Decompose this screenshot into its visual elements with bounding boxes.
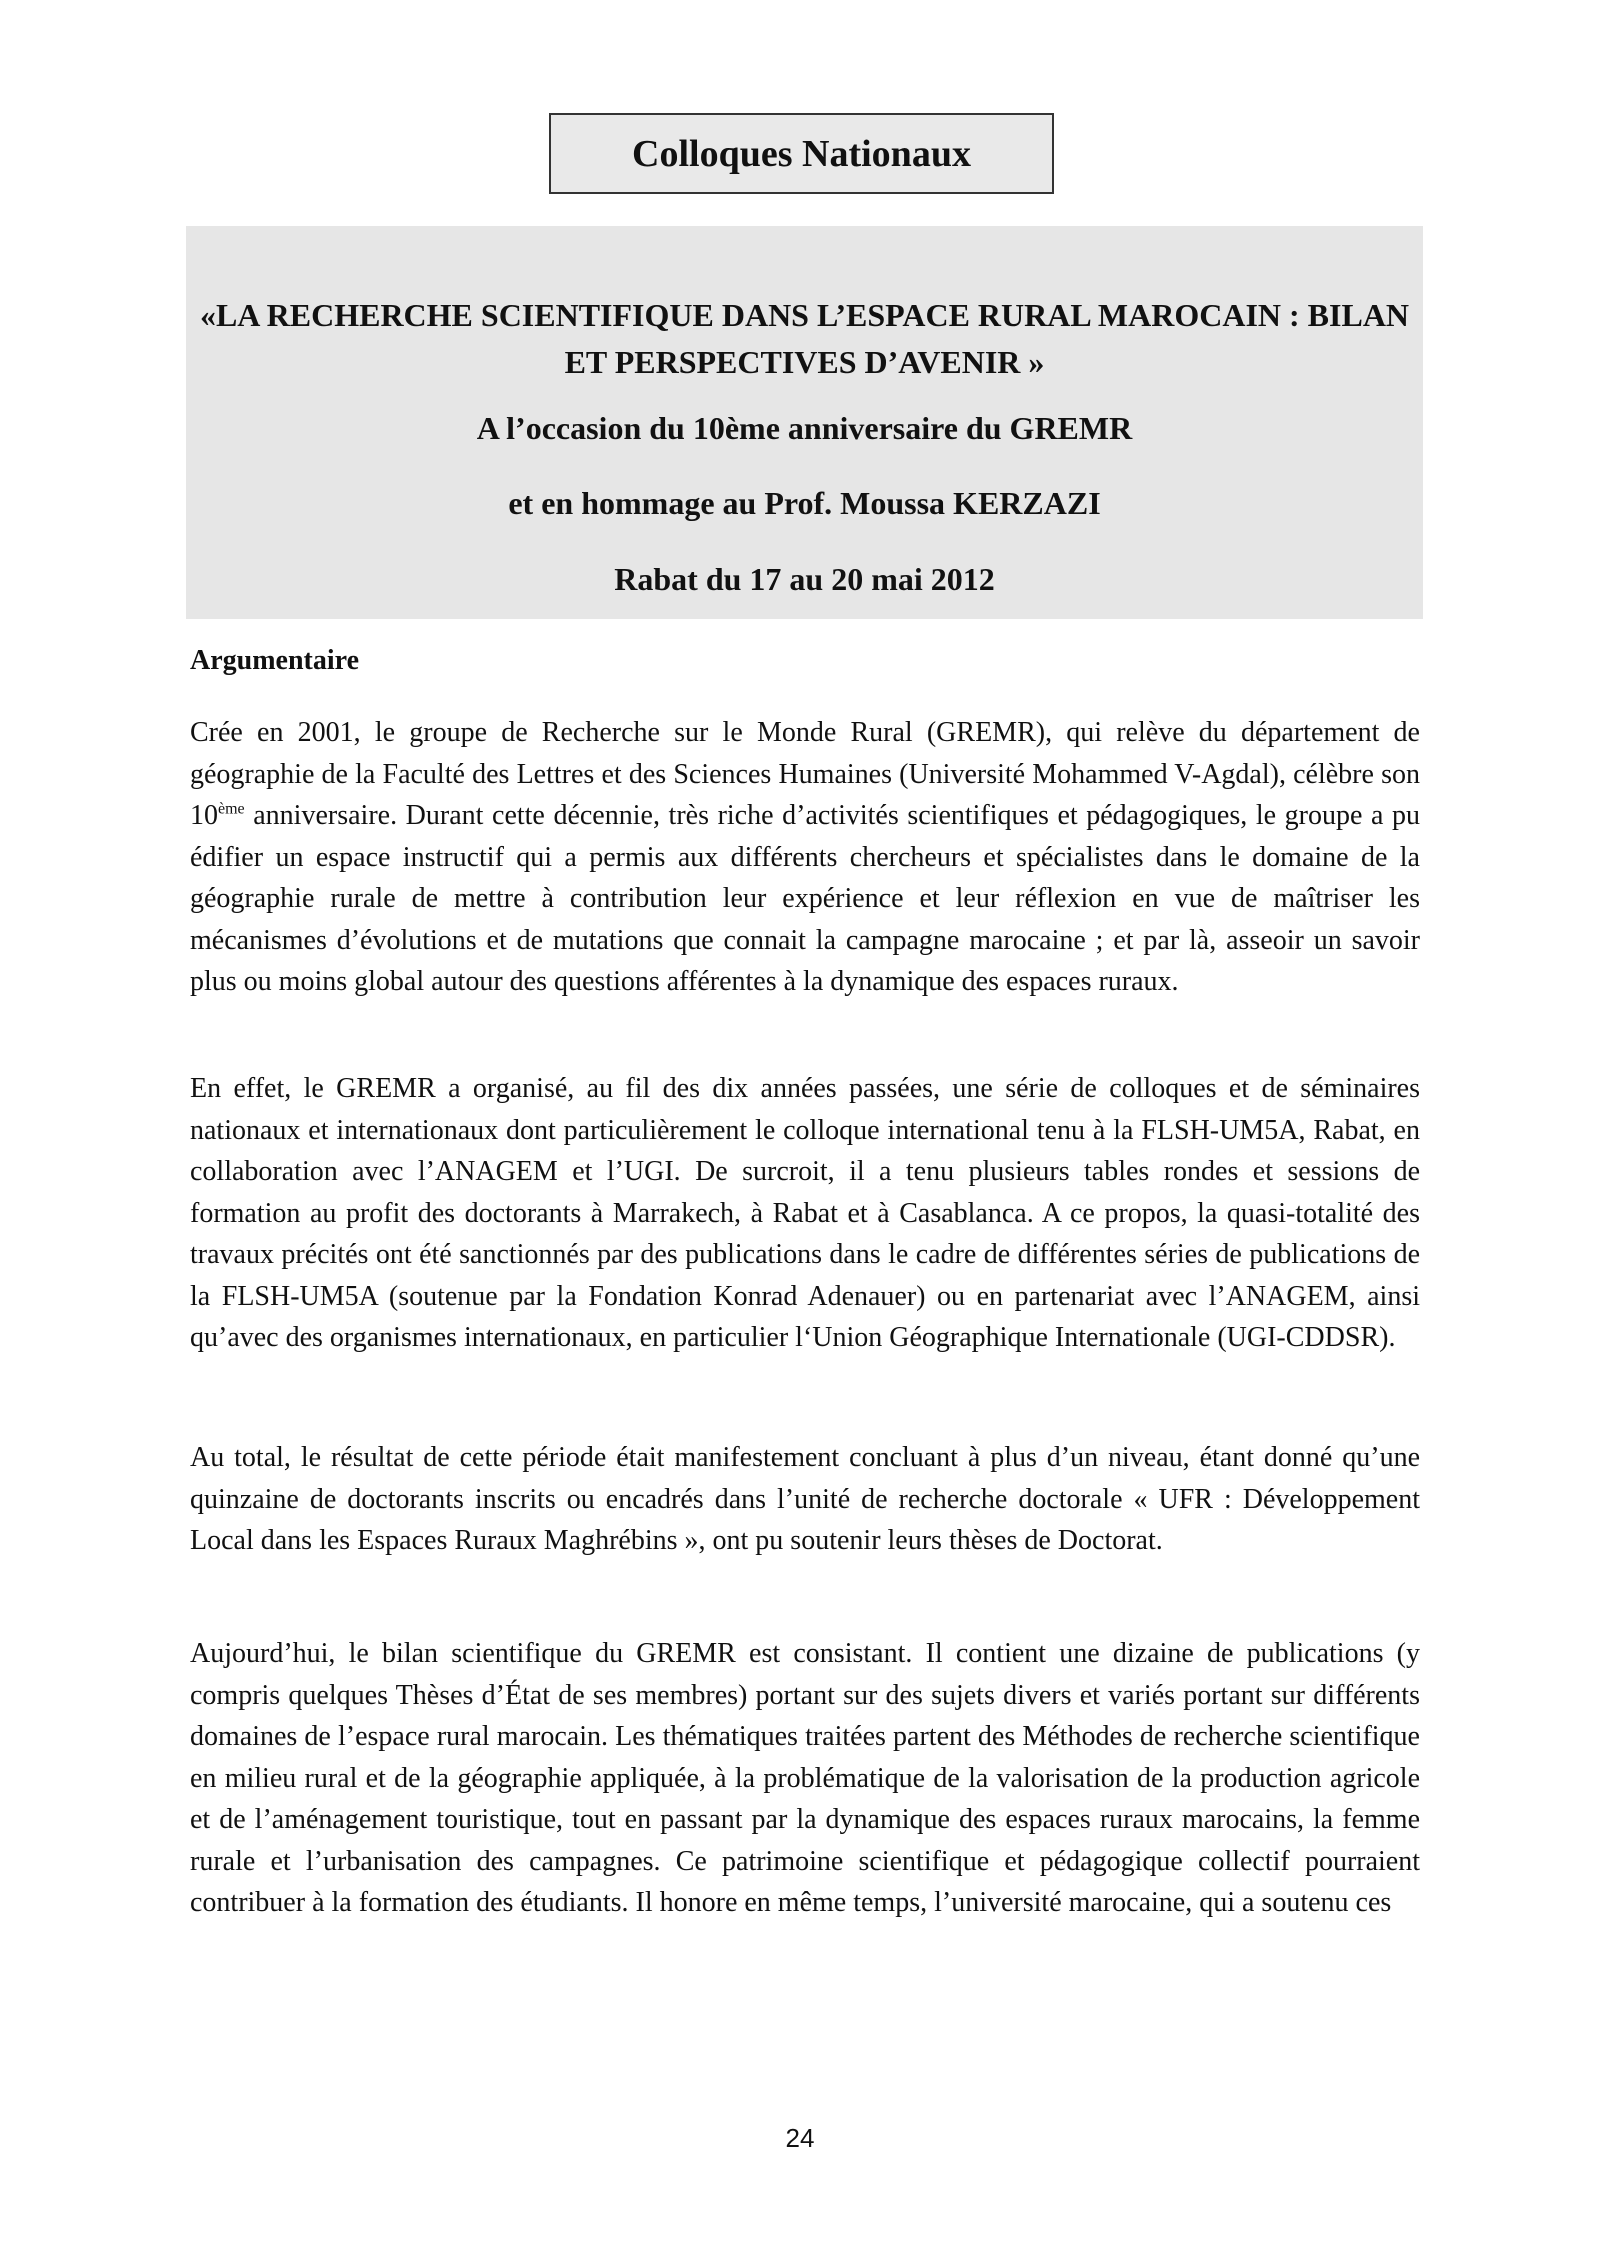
- page-number: 24: [785, 2123, 815, 2153]
- colloquium-title-panel: [186, 226, 1423, 619]
- paragraph-2: En effet, le GREMR a organisé, au fil des dix années passées, une série de colloques et de séminaires nationaux et internationaux dont particulièrement le colloque international tenu à la FLSH-UM5A, Rabat, en collaboration avec l’ANAGEM et l’UGI. De surcroit, il a tenu plusieurs tables rondes et sessions de formation au profit des doctorants à Marrakech, à Rabat et à Casablanca. A ce propos, la quasi-totalité des travaux précités ont été sanctionnés par des publications dans le cadre de différentes séries de publications de la FLSH-UM5A (soutenue par la Fondation Konrad Adenauer) ou en partenariat avec l’ANAGEM, ainsi qu’avec des organismes internationaux, en particulier l‘Union Géographique Internationale (UGI-CDDSR).: [190, 1073, 1420, 1353]
- paragraph-1: [190, 712, 1420, 1003]
- page-header-title: [549, 113, 1054, 194]
- section-heading-argumentaire: Argumentaire: [190, 645, 359, 676]
- superscript-eme: ème: [218, 800, 245, 818]
- anniversary-line: A l’occasion du 10ème anniversaire du GREMR: [476, 410, 1133, 446]
- paragraph-1-start: Crée en 2001, le groupe de Recherche sur le Monde Rural (GREMR), qui relève du département de géographie de la Faculté des Lettres et des Sciences Humaines (Université Mohammed V-Agdal), célèbre son 10: [190, 717, 1420, 831]
- event-date-location: Rabat du 17 au 20 mai 2012: [614, 561, 995, 597]
- paragraph-4: Aujourd’hui, le bilan scientifique du GREMR est consistant. Il contient une dizaine de publications (y compris quelques Thèses d’État de ses membres) portant sur des sujets divers et variés portant sur différents domaines de l’espace rural marocain. Les thématiques traitées partent des Méthodes de recherche scientifique en milieu rural et de la géographie appliquée, à la problématique de la valorisation de la production agricole et de l’aménagement touristique, tout en passant par la dynamique des espaces ruraux marocains, la femme rurale et l’urbanisation des campagnes. Ce patrimoine scientifique et pédagogique collectif pourraient contribuer à la formation des étudiants. Il honore en même temps, l’université marocaine, qui a soutenu ces: [190, 1638, 1420, 1918]
- colloquium-main-title: «LA RECHERCHE SCIENTIFIQUE DANS L’ESPACE RURAL MAROCAIN : BILAN ET PERSPECTIVES D’AVENIR »: [199, 297, 1410, 380]
- header-title-text: Colloques Nationaux: [632, 132, 971, 175]
- paragraph-3: Au total, le résultat de cette période était manifestement concluant à plus d’un niveau, étant donné qu’une quinzaine de doctorants inscrits ou encadrés dans l’unité de recherche doctorale « UFR : Développement Local dans les Espaces Ruraux Maghrébins », ont pu soutenir leurs thèses de Doctorat.: [190, 1442, 1420, 1556]
- tribute-line: et en hommage au Prof. Moussa KERZAZI: [508, 485, 1101, 521]
- paragraph-1-end: anniversaire. Durant cette décennie, très riche d’activités scientifiques et pédagogiques, le groupe a pu édifier un espace instructif qui a permis aux différents chercheurs et spécialistes dans le domaine de la géographie rurale de mettre à contribution leur expérience et leur réflexion en vue de maîtriser les mécanismes d’évolutions et de mutations que connait la campagne marocaine ; et par là, asseoir un savoir plus ou moins global autour des questions afférentes à la dynamique des espaces ruraux.: [190, 800, 1420, 997]
